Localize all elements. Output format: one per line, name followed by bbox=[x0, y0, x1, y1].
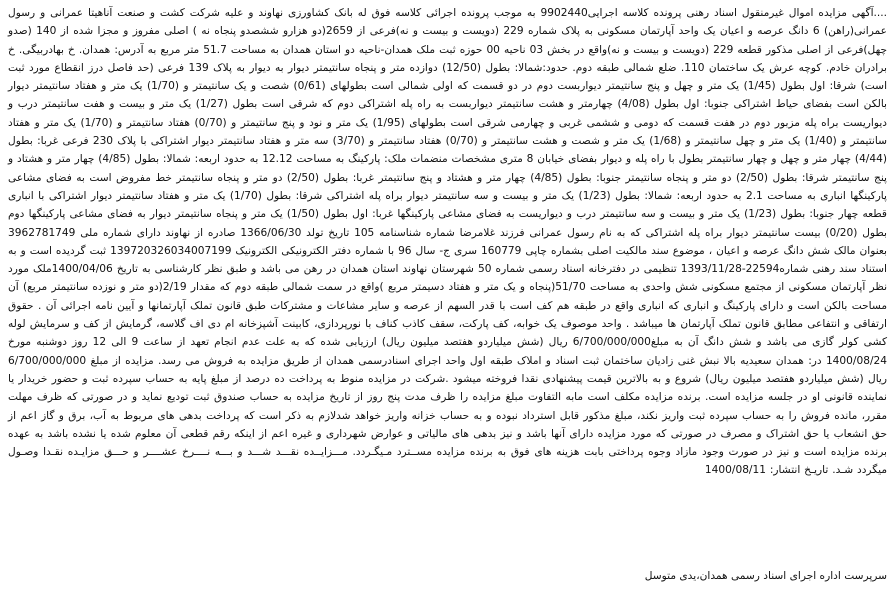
auction-notice-text: ....آگهی مزایده اموال غیرمنقول اسناد رهنی پرونده کلاسه اجرایی9902440 به موجب پرونده اجرائی کلاسه فوق له بانک کشاورزی نهاوند و علیه شرکت کشت و صنعت آناهیتا عمرانی و رسول عمرانی(راهن) 6 دانگ عرصه و اعیان یک واحد آپارتمان مسکونی به پلاک شماره 229 (دویست و بیست و نه)فرعی از 2659(دو هزارو ششصدو پنجاه نه ) اصلی مفروز و مجزا شده از 140 (صدو چهل)فرعی از اصلی مذکور قطعه 229 (دویست و بیست و نه)واقع در بخش 03 ناحیه 00 حوزه ثبت ملک همدان-ناحیه دو استان همدان به مساحت 51.7 متر مربع به آدرس: همدان. خ بهادربیگی. خ برادران خادم. کوچه عرش یک ساختمان 110. ضلع شمالی طبقه دوم. حدود:شمالا: بطول (12/50) دوازده متر و پنجاه سانتیمتر دیوار به دیوار به پلاک 139 فرعی (حد فاصل درز انقطاع مورد ثبت است) شرقا: اول بطول (1/45) یک متر و چهل و پنج سانتیمتر دیواربست دوم در دو قسمت که اولی شمالی است بطولهای (0/61) شصت و یک سانتیمتر و (1/70) یک متر و هفتاد سانتیمتر دیوار بالکن است بفضای حیاط اشتراکی جنوبا: اول بطول (4/08) چهارمتر و هشت سانتیمتر دیواربست به راه پله اشتراکی دوم که شرقی است بطول (1/27) یک متر و بیست و هفت سانتیمتر درب و دیواریست براه پله مزبور دوم در هفت قسمت که دومی و ششمی غربی و چهارمی شرقی است بطولهای (1/95) یک متر و نود و پنج سانتیمتر و (0/70) هفتاد سانتیمتر و (1/70) یک متر و هفتاد سانتیمتر و (1/40) یک متر و چهل سانتیمتر و (1/68) یک متر و شصت و هشت سانتیمتر و (0/70) هفتاد سانتیمتر و (3/70) سه متر و هفتاد سانتیمتر دیوار اشتراکی با پلاک 230 فرعی غربا: بطول (4/44) چهار متر و چهل و چهار سانتیمتر بطول با راه پله و دیوار بفضای خیابان 8 متری مشخصات منضمات ملک: پارکینگ به مساحت 12.12 به حدود اربعه: شمالا: بطول (4/85) چهار متر و هشتاد و پنج سانتیمتر شرقا: بطول (2/50) دو متر و پنجاه سانتیمتر جنوبا: بطول (4/85) چهار متر و هشتاد و پنج سانتیمتر غربا: بطول (2/50) دو متر و پنجاه سانتیمتر خط مفروض است به فضای مشاعی پارکینگها انباری به مساحت 2.1 به حدود اربعه: شمالا: بطول (1/23) یک متر و بیست و سه سانتیمتر دیوار براه پله اشتراکی شرقا: بطول (1/70) یک متر و هفتاد سانتیمتر دیوار اشتراکی با انباری قطعه چهار جنوبا: بطول (1/23) یک متر و بیست و سه سانتیمتر درب و دیواریست به فضای مشاعی پارکینگها غربا: اول بطول (1/50) یک متر و پنجاه سانتیمتر دیوار به فضای مشاعی پارکینگها دوم بطول (0/20) بیست سانتیمتر دیوار براه پله اشتراکی که به نام رسول عمرانی فرزند غلامرضا شماره شناسنامه 105 تاریخ تولد 1366/06/30 صادره از نهاوند دارای شماره ملی 3962781749 بعنوان مالک شش دانگ عرصه و اعیان ، موضوع سند مالکیت اصلی بشماره چاپی 160779 سری ج- سال 96 با شماره دفتر الکترونیکی الکترونیک 139720326034007199 ثبت گردیده است و به استناد سند رهنی شماره22594-1393/11/28 تنظیمی در دفترخانه اسناد رسمی شماره 50 شهرستان نهاوند استان همدان در رهن می باشد و طبق نظر کارشناسی به تاریخ 1400/04/06ملک مورد نظر آپارتمان مسکونی از مجتمع مسکونی شش واحدی به مساحت 51/70(پنجاه و یک متر و هفتاد دسیمتر مربع )واقع در سمت شمالی طبقه دوم که مقدار 2/19(دو متر و نوزده سانتیمتر مربع) آن مساحت بالکن است و دارای پارکینگ و انباری که انباری واقع در طبقه هم کف است با قدر السهم از عرصه و سایر مشاعات و مشترکات طبق قانون تملک آپارتمانها و آیین نامه اجرائی آن . حقوق ارتفاقی و انتفاعی مطابق قانون تملک آپارتمان ها میباشد . واحد موصوف یک خوابه، کف پارکت، سقف کاذب کناف با نورپردازی، کابینت آشپزخانه ام دی اف گلاسه، گرمایش از کف و سرمایش لوله کشی کولر گازی می باشد و شش دانگ آن به مبلغ6/700/000/000 ریال (شش میلیاردو هفتصد میلیون ریال) ارزیابی شده که به علت عدم انجام تعهد از ساعت 9 الی 12 روز دوشنبه مورخ 1400/08/24 در: همدان سعیدیه بالا نبش غنی زادیان ساختمان ثبت اسناد و املاک طبقه اول واحد اجرای اسنادرسمی همدان از طریق مزایده به فروش می رسد. مزایده از مبلغ 6/700/000/000 ریال (شش میلیاردو هفتصد میلیون ریال) شروع و به بالاترین قیمت پیشنهادی نقدا فروخته میشود .شرکت در مزایده منوط به پرداخت ده درصد از مبلغ پایه به حساب سپرده ثبت و حضور خریدار یا نماینده قانونی او در جلسه مزایده است. برنده مزایده مکلف است مابه التفاوت مبلغ مزایده را ظرف مدت پنج روز از تاریخ مزایده به حساب صندوق ثبت تودیع نماید و در صورتی که ظرف مهلت مقرر، مانده فروش را به حساب سپرده ثبت واریز نکند، مبلغ مذکور قابل استرداد نبوده و به حساب خزانه واریز خواهد شدلازم به ذکر است که پرداخت بدهی های مربوط به آب، برق و گاز اعم از حق انشعاب یا حق اشتراک و مصرف در صورتی که مورد مزایده دارای آنها باشد و نیز بدهی های مالیاتی و عوارض شهرداری و غیره اعم از اینکه رقم قطعی آن معلوم شده یا نشده باشد به عهده برنده مزایده است و نیز در صورت وجود مازاد وجوه پرداختی بابت هزینه های فوق به برنده مزایده مســترد مـیگـردد. مـــزایــده نقـــد شـــد و بـــه نــــرخ عشــــر و حـــق مزایـده نقـدا وصـول میگردد شـد. تاریـخ انتشار: 1400/08/11 bbox=[8, 7, 888, 477]
notice-signature: سرپرست اداره اجرای اسناد رسمی همدان،یدی متوسل bbox=[644, 570, 887, 582]
